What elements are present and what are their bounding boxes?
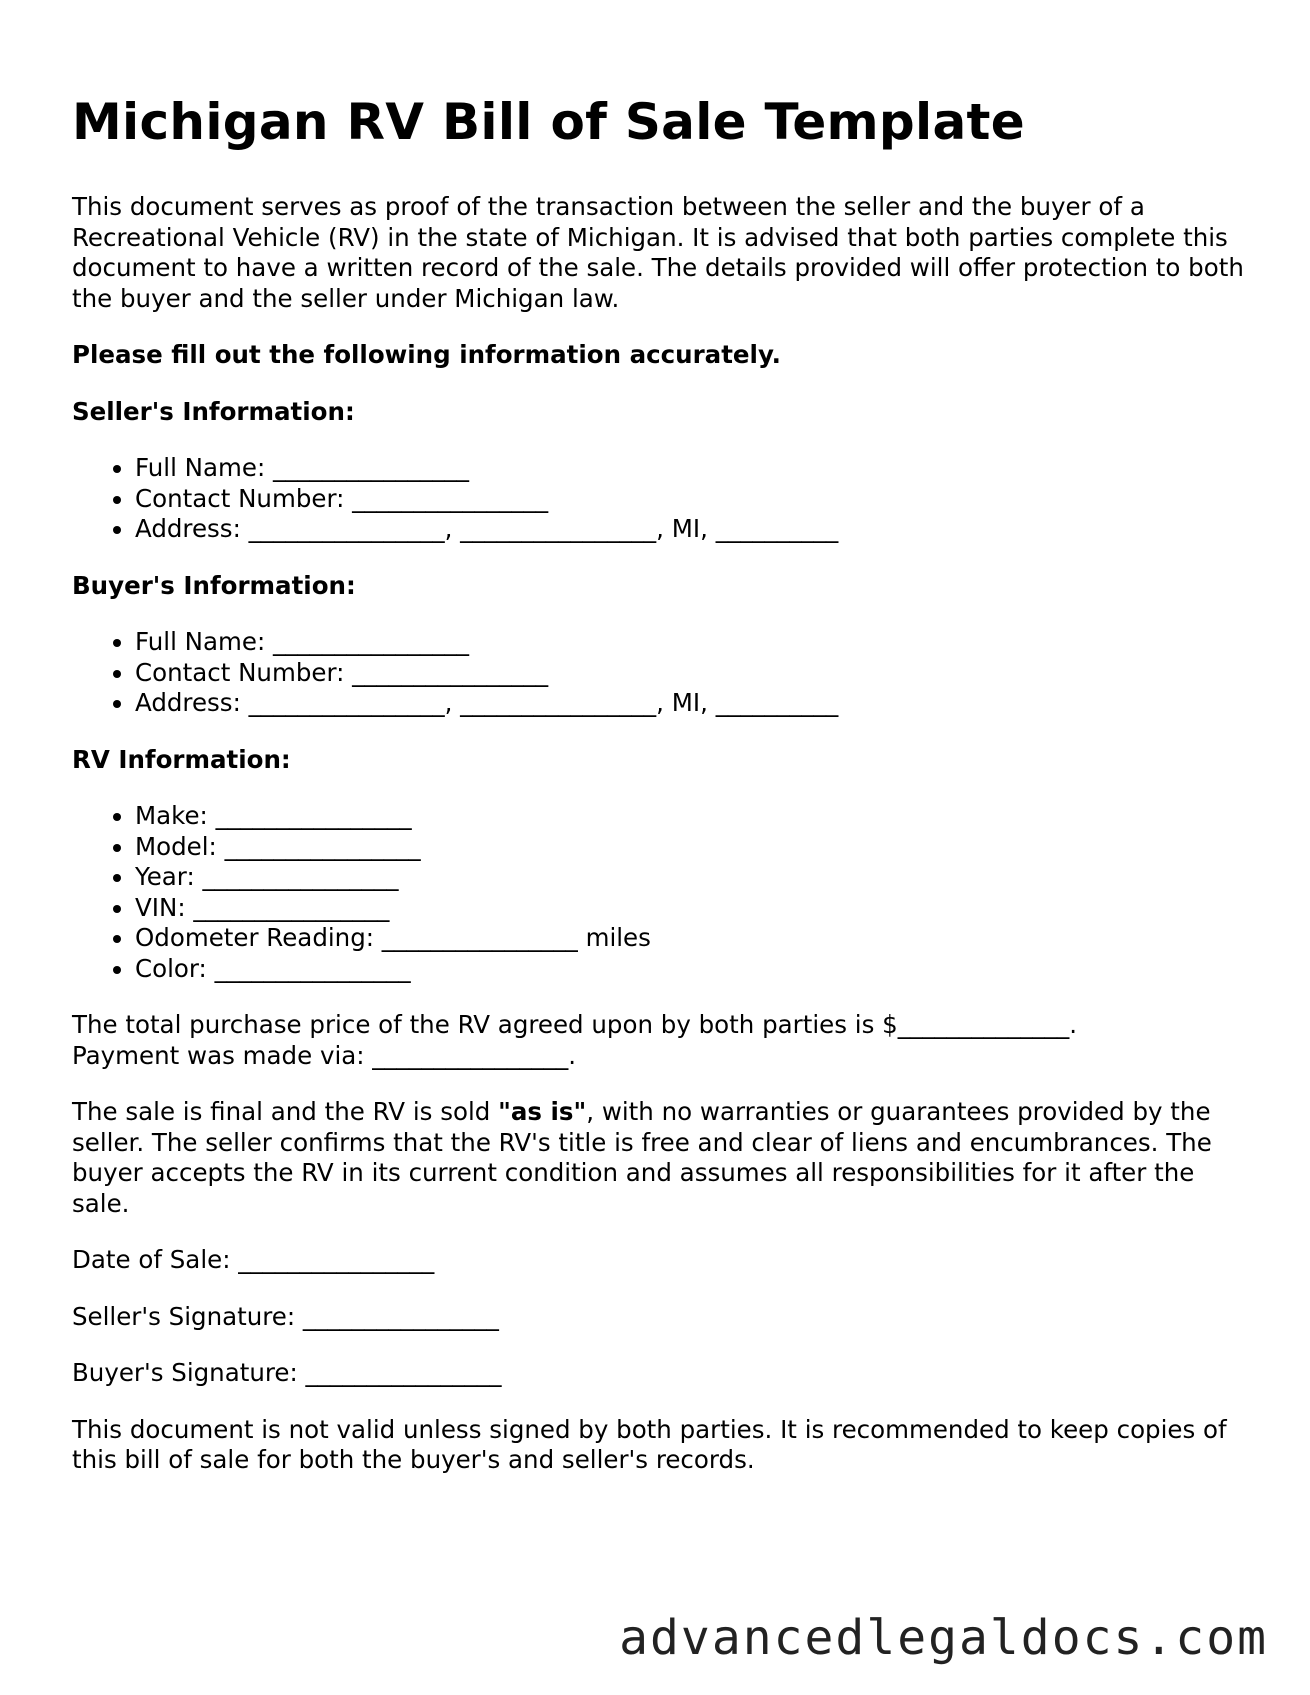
document-title: Michigan RV Bill of Sale Template	[72, 93, 1025, 151]
rv-year-text: Year: ________________	[135, 862, 399, 891]
seller-address-text: Address: ________________, ________________, MI, __________	[135, 514, 839, 543]
as-is-before: The sale is final and the RV is sold	[72, 1097, 499, 1126]
as-is-paragraph	[72, 1097, 1252, 1219]
watermark-text: advancedlegaldocs.com	[619, 1610, 1268, 1666]
rv-vin-text: VIN: ________________	[135, 892, 390, 922]
rv-make-field	[135, 801, 1252, 832]
price-paragraph	[72, 1010, 1252, 1071]
seller-contact-text: Contact Number: ________________	[135, 483, 549, 513]
document-page	[72, 92, 1252, 1502]
rv-heading: RV Information:	[72, 744, 291, 774]
date-of-sale-field	[72, 1245, 1252, 1276]
buyer-signature-field	[72, 1358, 1252, 1389]
rv-info-list	[72, 801, 1252, 984]
instruction-text: Please fill out the following information accurately.	[72, 340, 781, 369]
buyer-address-field	[135, 688, 1252, 719]
rv-model-text: Model: ________________	[135, 831, 421, 861]
seller-address-field	[135, 514, 1252, 545]
rv-odometer-text: Odometer Reading: ________________ miles	[135, 923, 651, 952]
seller-full-name-field	[135, 453, 1252, 484]
seller-info-list	[72, 453, 1252, 545]
seller-contact-field	[135, 484, 1252, 515]
seller-signature-field	[72, 1302, 1252, 1333]
as-is-after: , with no warranties or guarantees provided by the seller. The seller confirms that the RV's title is free and clear of liens and encumbrances. The buyer accepts the RV in its current condition and assumes all responsibilities for it after the sale.	[72, 1097, 1212, 1218]
buyer-signature-text: Buyer's Signature: ________________	[72, 1358, 502, 1387]
date-of-sale-text: Date of Sale: ________________	[72, 1245, 435, 1274]
seller-signature-text: Seller's Signature: ________________	[72, 1301, 499, 1331]
seller-heading: Seller's Information:	[72, 396, 355, 426]
rv-color-field	[135, 954, 1252, 985]
rv-odometer-field	[135, 923, 1252, 954]
rv-year-field	[135, 862, 1252, 893]
buyer-heading: Buyer's Information:	[72, 570, 356, 600]
closing-paragraph: This document is not valid unless signed by both parties. It is recommended to keep copies of this bill of sale for both the buyer's and seller's records.	[72, 1414, 1227, 1474]
rv-make-text: Make: ________________	[135, 801, 412, 830]
buyer-info-list	[72, 627, 1252, 719]
price-line: The total purchase price of the RV agreed upon by both parties is $______________.	[72, 1010, 1077, 1039]
buyer-full-name-text: Full Name: ________________	[135, 627, 470, 656]
buyer-contact-field	[135, 658, 1252, 689]
seller-full-name-text: Full Name: ________________	[135, 453, 470, 482]
rv-color-text: Color: ________________	[135, 953, 411, 983]
buyer-address-text: Address: ________________, ________________, MI, __________	[135, 688, 839, 717]
rv-model-field	[135, 832, 1252, 863]
payment-line: Payment was made via: ________________.	[72, 1040, 577, 1070]
rv-vin-field	[135, 893, 1252, 924]
as-is-bold: "as is"	[498, 1097, 587, 1126]
intro-paragraph: This document serves as proof of the transaction between the seller and the buyer of a Recreational Vehicle (RV) in the state of Michigan. It is advised that both parties complete this document to have a written record of the sale. The details provided will offer protection to both the buyer and the seller under Michigan law.	[72, 192, 1244, 313]
buyer-full-name-field	[135, 627, 1252, 658]
buyer-contact-text: Contact Number: ________________	[135, 657, 549, 687]
